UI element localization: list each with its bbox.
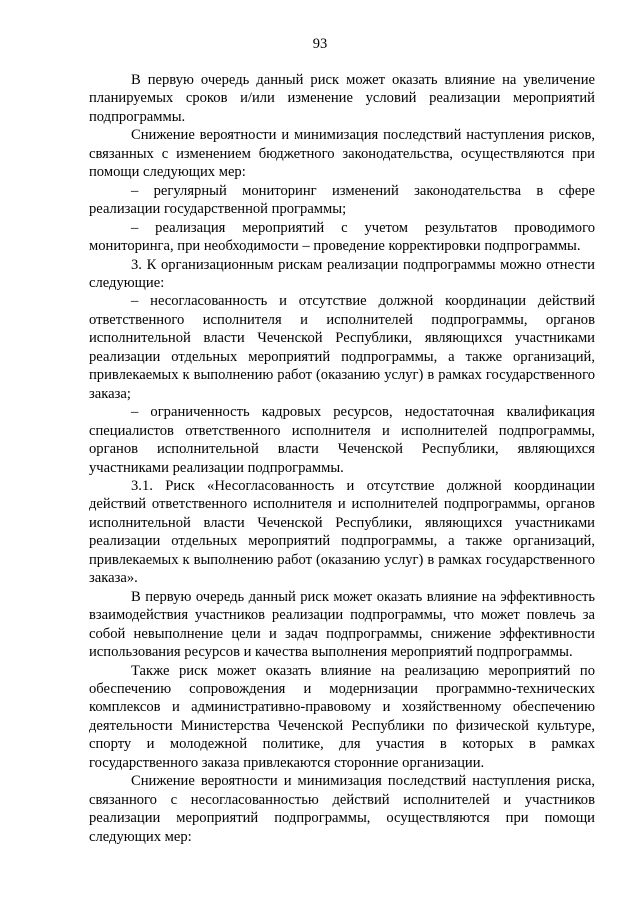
- paragraph-2: Снижение вероятности и минимизация последствий наступления рисков, связанных с изменением бюджетного законодательства, осуществляются при помощи следующих мер:: [89, 127, 595, 181]
- paragraph-9: В первую очередь данный риск может оказать влияние на эффективность взаимодействия участников реализации подпрограммы, что может повлечь за собой невыполнение цели и задач подпрограммы, снижение эффективности использования ресурсов и качества выполнения мероприятий подпрограммы.: [89, 588, 595, 661]
- paragraph-4-list-item: – реализация мероприятий с учетом результатов проводимого мониторинга, при необходимости – проведение корректировки подпрограммы.: [89, 219, 595, 255]
- page-body: [89, 71, 595, 846]
- paragraph-11: Снижение вероятности и минимизация последствий наступления риска, связанного с несогласованностью действий исполнителей и участников реализации мероприятий подпрограммы, осуществляются при помощи следующих мер:: [89, 773, 595, 845]
- paragraph-5-section-3: 3. К организационным рискам реализации подпрограммы можно отнести следующие:: [89, 256, 595, 291]
- paragraph-10: Также риск может оказать влияние на реализацию мероприятий по обеспечению сопровождения и модернизации программно-технических комплексов и административно-правовому и хозяйственному обеспечению деятельности Министерства Чеченской Республики по физической культуре, спорту и молодежной политике, для участия в которых в рамках государственного заказа привлекаются сторонние организации.: [89, 662, 595, 771]
- paragraph-6-list-item: – несогласованность и отсутствие должной координации действий ответственного исполнителя и исполнителей подпрограммы, органов исполнительной власти Чеченской Республики, являющихся участниками реализации отдельных мероприятий подпрограммы, а также организаций, привлекаемых к выполнению работ (оказанию услуг) в рамках государственного заказа;: [89, 293, 595, 402]
- paragraph-7-list-item: – ограниченность кадровых ресурсов, недостаточная квалификация специалистов ответственного исполнителя и исполнителей подпрограммы, органов исполнительной власти Чеченской Республики, являющихся участниками реализации подпрограммы.: [89, 404, 595, 476]
- paragraph-1: В первую очередь данный риск может оказать влияние на увеличение планируемых сроков и/или изменение условий реализации мероприятий подпрограммы.: [89, 72, 595, 125]
- paragraph-3-list-item: – регулярный мониторинг изменений законодательства в сфере реализации государственной программы;: [89, 182, 595, 218]
- paragraph-8-section-3-1: 3.1. Риск «Несогласованность и отсутствие должной координации действий ответственного исполнителя и исполнителей подпрограммы, органов исполнительной власти Чеченской Республики, являющихся участниками реализации отдельных мероприятий подпрограммы, а также организаций, привлекаемых к выполнению работ (оказанию услуг) в рамках государственного заказа».: [89, 477, 595, 587]
- page-number: 93: [312, 36, 328, 52]
